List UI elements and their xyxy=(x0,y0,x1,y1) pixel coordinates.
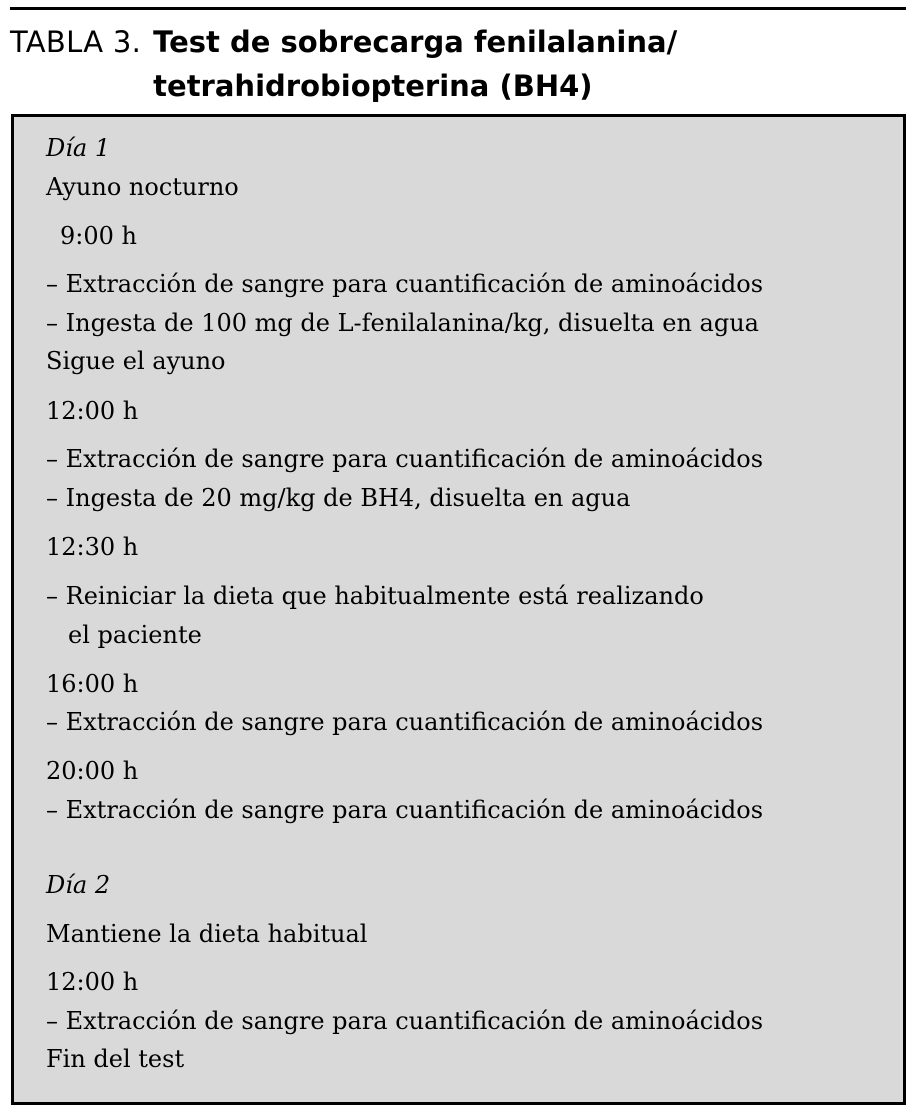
day1-1230-item-1: – Reiniciar la dieta que habitualmente está realizando xyxy=(46,582,704,610)
day2-time-1200: 12:00 h xyxy=(46,968,139,996)
day2-diet: Mantiene la dieta habitual xyxy=(46,920,368,948)
day1-2000-item-1: – Extracción de sangre para cuantificación de aminoácidos xyxy=(46,796,764,824)
day1-time-1230: 12:30 h xyxy=(46,533,139,561)
day1-time-2000: 20:00 h xyxy=(46,757,139,785)
day2-end: Fin del test xyxy=(46,1045,185,1073)
day1-continue-fasting: Sigue el ayuno xyxy=(46,347,226,375)
top-rule xyxy=(10,7,906,10)
day1-time-1600: 16:00 h xyxy=(46,670,139,698)
day2-1200-item-1: – Extracción de sangre para cuantificación de aminoácidos xyxy=(46,1007,764,1035)
day1-time-1200: 12:00 h xyxy=(46,397,139,425)
table-title-line-1: Test de sobrecarga fenilalanina/ xyxy=(153,25,678,59)
table-label: TABLA 3. xyxy=(10,25,142,59)
day1-1200-item-1: – Extracción de sangre para cuantificación de aminoácidos xyxy=(46,445,764,473)
day1-0900-item-1: – Extracción de sangre para cuantificación de aminoácidos xyxy=(46,270,764,298)
table-title xyxy=(153,20,677,108)
table-caption xyxy=(10,20,906,108)
day1-1600-item-1: – Extracción de sangre para cuantificación de aminoácidos xyxy=(46,708,764,736)
table-title-line-2: tetrahidrobiopterina (BH4) xyxy=(153,69,593,103)
protocol-box xyxy=(11,114,906,1105)
day1-heading: Día 1 xyxy=(46,134,111,162)
day1-1230-item-1-cont: el paciente xyxy=(68,621,202,649)
day1-time-0900: 9:00 h xyxy=(60,222,137,250)
day1-0900-item-2: – Ingesta de 100 mg de L-fenilalanina/kg, disuelta en agua xyxy=(46,309,759,337)
day1-1200-item-2: – Ingesta de 20 mg/kg de BH4, disuelta en agua xyxy=(46,484,631,512)
day2-heading: Día 2 xyxy=(46,871,111,899)
day1-fasting: Ayuno nocturno xyxy=(46,173,239,201)
